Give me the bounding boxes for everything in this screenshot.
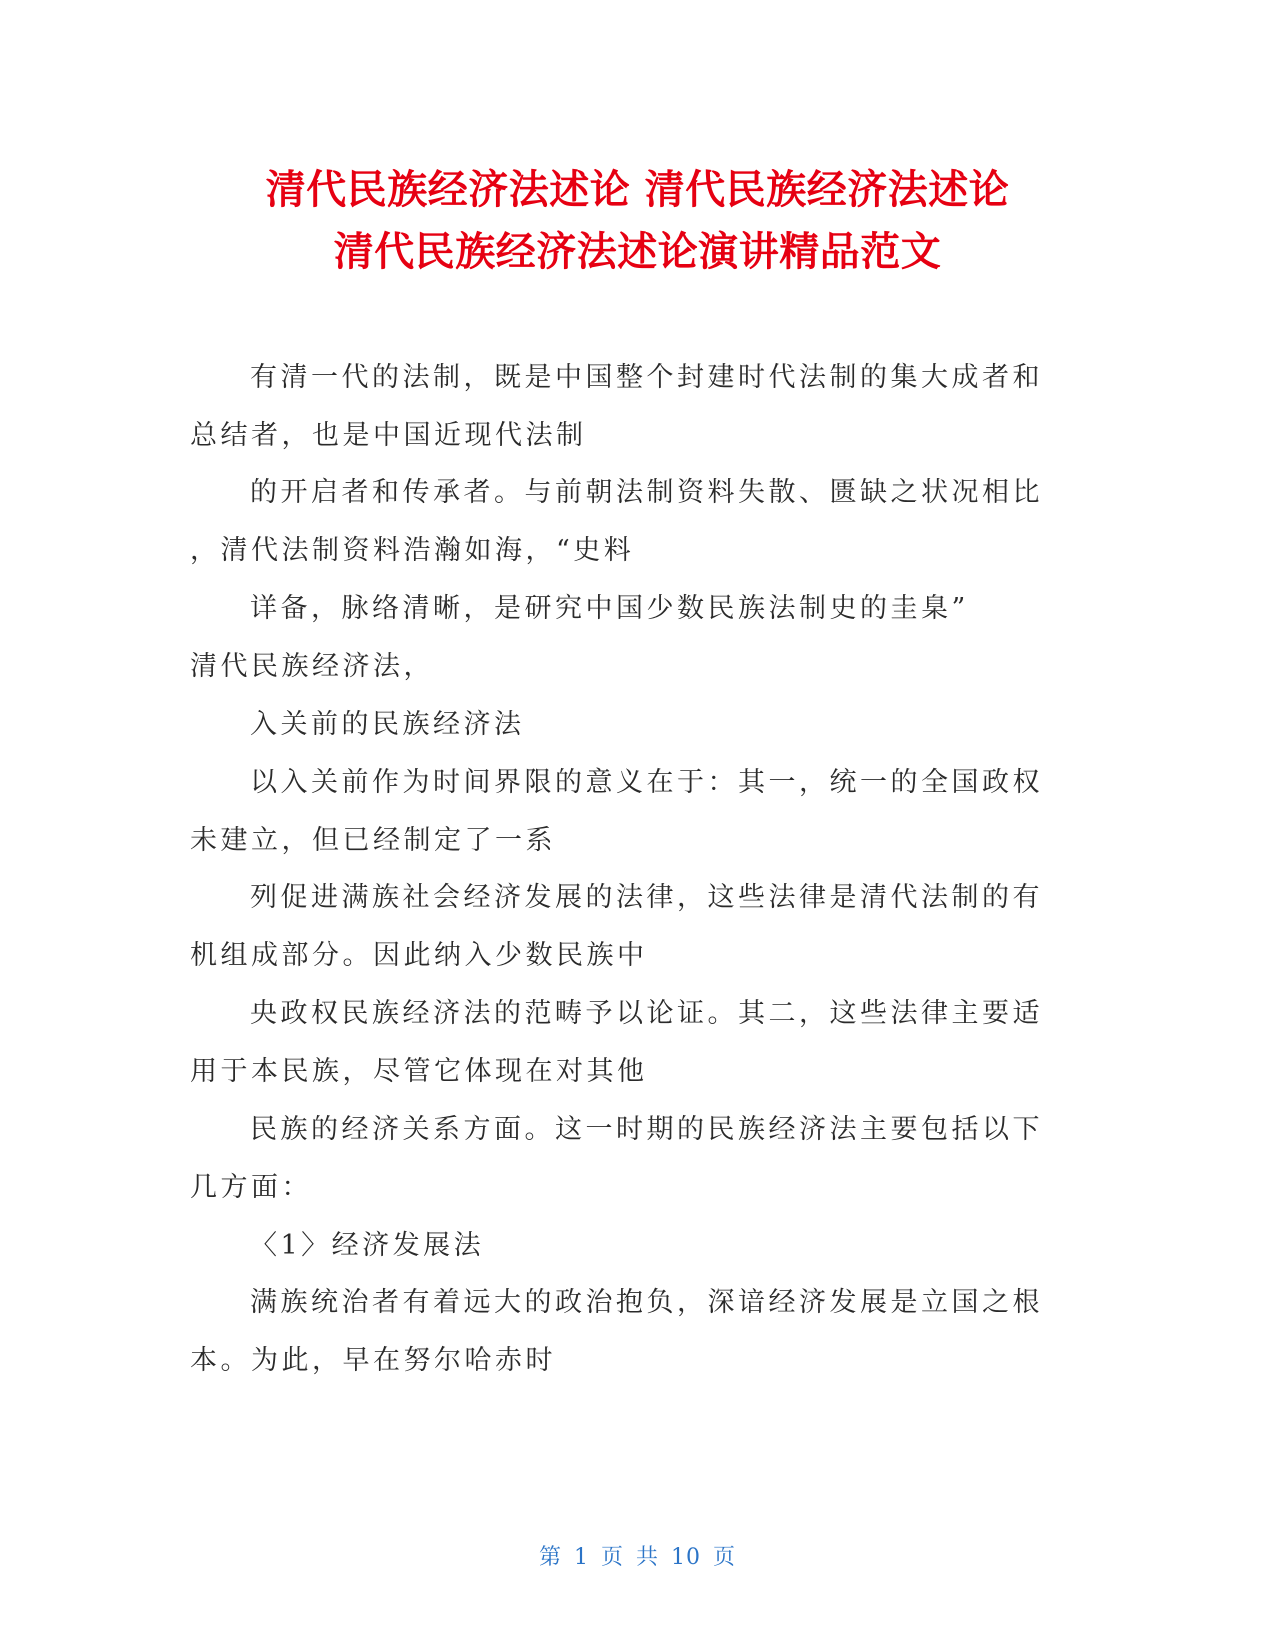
- body-line: 以入关前作为时间界限的意义在于：其一，统一的全国政权: [250, 767, 1043, 798]
- body-line: 用于本民族，尽管它体现在对其他: [190, 1056, 648, 1087]
- body-line: ，清代法制资料浩瀚如海，“史料: [190, 535, 635, 566]
- body-line: 总结者，也是中国近现代法制: [190, 420, 587, 451]
- body-line: 未建立，但已经制定了一系: [190, 825, 556, 856]
- body-line: 本。为此，早在努尔哈赤时: [190, 1345, 556, 1376]
- body-line: 列促进满族社会经济发展的法律，这些法律是清代法制的有: [250, 882, 1043, 913]
- footer-page-unit: 页: [600, 1545, 624, 1570]
- body-line: 详备，脉络清晰，是研究中国少数民族法制史的圭臬”: [250, 593, 969, 624]
- section-heading: 入关前的民族经济法: [250, 709, 525, 740]
- body-line: 有清一代的法制，既是中国整个封建时代法制的集大成者和: [250, 362, 1043, 393]
- page-footer: [0, 1540, 1275, 1571]
- footer-page-label: 第: [538, 1545, 562, 1570]
- footer-page-number: 1: [573, 1545, 589, 1570]
- body-line: 清代民族经济法，: [190, 651, 434, 682]
- document-title-line-2: 清代民族经济法述论演讲精品范文: [333, 229, 942, 275]
- body-line: 的开启者和传承者。与前朝法制资料失散、匮缺之状况相比: [250, 477, 1043, 508]
- body-line: 民族的经济关系方面。这一时期的民族经济法主要包括以下: [250, 1114, 1043, 1145]
- body-line: 机组成部分。因此纳入少数民族中: [190, 940, 648, 971]
- footer-total-unit: 页: [713, 1545, 737, 1570]
- footer-total-label: 共: [636, 1545, 660, 1570]
- document-title-line-1: 清代民族经济法述论 清代民族经济法述论: [265, 167, 1010, 213]
- subsection-heading: 〈1〉经济发展法: [250, 1230, 485, 1261]
- body-line: 几方面：: [190, 1172, 312, 1203]
- footer-total-pages: 10: [671, 1545, 702, 1570]
- body-line: 满族统治者有着远大的政治抱负，深谙经济发展是立国之根: [250, 1287, 1043, 1318]
- body-line: 央政权民族经济法的范畴予以论证。其二，这些法律主要适: [250, 998, 1043, 1029]
